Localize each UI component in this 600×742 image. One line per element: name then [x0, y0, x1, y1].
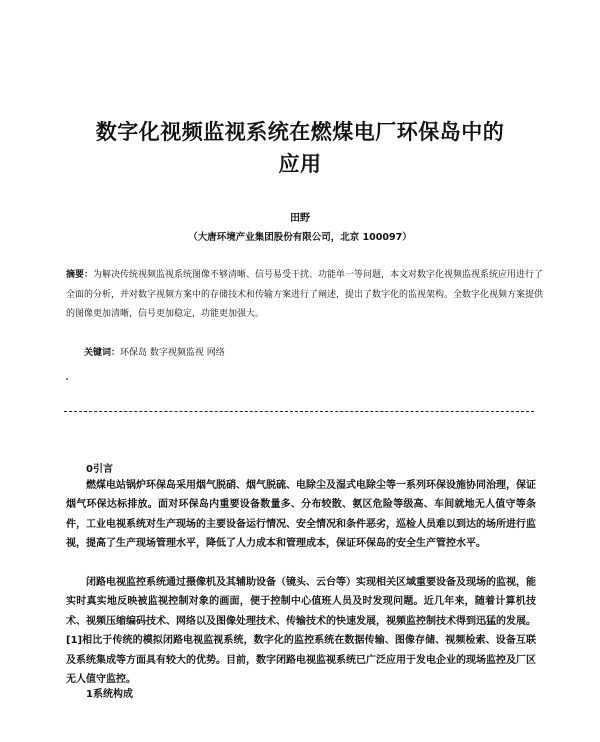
section-heading-introduction: 0引言	[86, 464, 113, 475]
section-heading-system-structure: 1系统构成	[86, 689, 133, 700]
author-affiliation: （大唐环境产业集团股份有限公司，北京 100097）	[188, 232, 412, 243]
section-divider	[64, 411, 534, 412]
abstract-label: 摘要：	[66, 270, 94, 280]
intro-paragraph-1: 燃煤电站锅炉环保岛采用烟气脱硝、烟气脱硫、电除尘及湿式电除尘等一系列环保设施协同治理，保证烟气环保达标排放。面对环保岛内重要设备数量多、分布较散、氨区危险等级高、车间就地无人值守等条件，工业电视系统对生产现场的主要设备运行情况、安全情况和条件恶劣，巡检人员难以到达的场所进行监视，提高了生产现场管理水平，降低了人力成本和管理成本，保证环保岛的安全生产管控水平。	[66, 480, 536, 550]
keywords-label: 关键词：	[84, 348, 121, 358]
scan-speck	[66, 378, 68, 380]
author-name: 田野	[290, 213, 310, 224]
paper-title	[40, 116, 560, 180]
abstract	[66, 266, 544, 325]
intro-paragraph-2: 闭路电视监控系统通过摄像机及其辅助设备（镜头、云台等）实现相关区域重要设备及现场的监视，能实时真实地反映被监视控制对象的画面，便于控制中心值班人员及时发现问题。近几年来，随着计算机技术、视频压缩编码技术、网络以及图像处理技术、传输技术的快速发展，视频监控制技术得到迅猛的发展。[1]相比于传统的模拟闭路电视监视系统，数字化的监控系统在数据传输、图像存储、视频检索、设备互联及系统集成等方面具有较大的优势。目前，数字闭路电视监视系统已广泛应用于发电企业的现场监控及厂区无人值守监控。	[66, 577, 536, 686]
paper-title-line-1: 数字化视频监视系统在燃煤电厂环保岛中的	[95, 120, 505, 144]
abstract-text: 为解决传统视频监视系统图像不够清晰、信号易受干扰、功能单一等问题，本文对数字化视频监视系统应用进行了全面的分析，并对数字视频方案中的存储技术和传输方案进行了阐述，提出了数字化的监视架构。全数字化视频方案提供的图像更加清晰，信号更加稳定，功能更加强大。	[66, 270, 544, 319]
keywords-text: 环保岛 数字视频监视 网络	[120, 348, 225, 358]
paper-title-line-2: 应用	[278, 152, 322, 176]
keywords	[84, 345, 544, 358]
